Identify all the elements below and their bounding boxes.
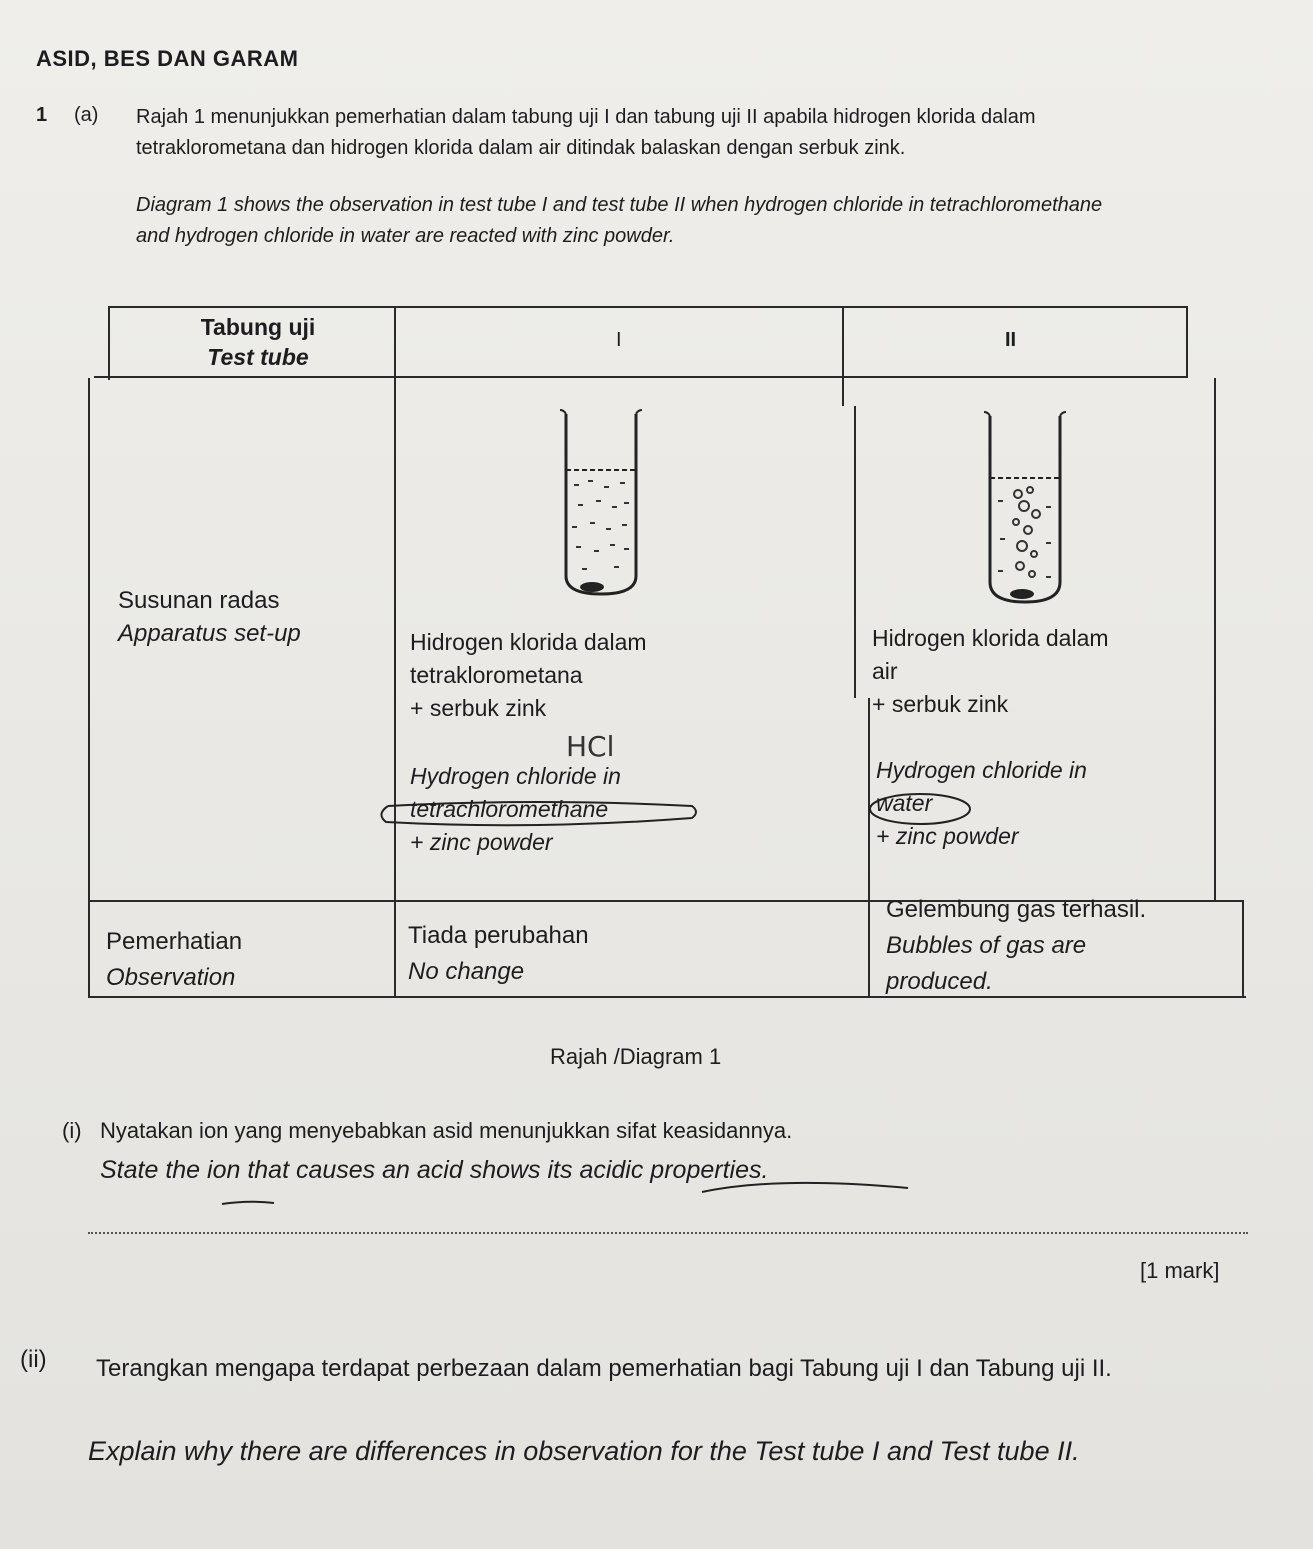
table-border-right-mid: [1214, 378, 1216, 900]
section-title: ASID, BES DAN GARAM: [36, 46, 299, 71]
tube-2-label-english-line-2: water: [876, 790, 933, 816]
table-border-left: [88, 378, 90, 998]
column-head-tube-1: I: [616, 329, 622, 351]
header-label-english: Test tube: [207, 344, 309, 370]
tube-2-label: [872, 622, 1109, 721]
sub-question-i-english: State the ion that causes an acid shows its acidic properties.: [100, 1156, 769, 1184]
table-col-divider-2-bottom: [868, 698, 870, 998]
question-number: 1: [36, 104, 48, 126]
observation-tube-1-english: No change: [408, 958, 525, 985]
handwritten-hcl: HCl: [566, 730, 615, 763]
tube-1-label: [410, 626, 647, 725]
tube-1-label-malay-line-1: Hidrogen klorida dalam: [410, 629, 647, 655]
observation-tube-2-english-line-2: produced.: [886, 968, 993, 995]
diagram-caption: Rajah /Diagram 1: [550, 1044, 722, 1069]
table-header-divider: [94, 376, 1188, 378]
tube-2-label-malay-line-2: air: [872, 658, 898, 684]
question-part: (a): [74, 104, 99, 126]
sub-question-ii-number: (ii): [20, 1346, 47, 1373]
table-border-right-bottom: [1242, 900, 1244, 998]
diagram-table: [88, 306, 1246, 1018]
water-circled-annotation: [866, 790, 976, 830]
tube-2-label-english-line-3: + zinc powder: [876, 823, 1019, 849]
tube-1-label-malay-line-3: + serbuk zink: [410, 695, 547, 721]
column-head-tube-2: II: [1005, 329, 1017, 351]
table-border-right-top: [1186, 306, 1188, 378]
header-label-malay: Tabung uji: [200, 314, 316, 340]
question-stem-malay: Rajah 1 menunjukkan pemerhatian dalam tabung uji I dan tabung uji II apabila hidrogen klorida dalam tetraklorometana dan hidrogen klorida dalam air ditindak balaskan dengan serbuk zink.: [136, 106, 1036, 159]
tube-2-label-malay-line-3: + serbuk zink: [872, 691, 1009, 717]
tube-2-label-english-line-1: Hydrogen chloride in: [876, 757, 1087, 783]
row-label-observation: [106, 924, 242, 996]
sub-question-ii-malay: Terangkan mengapa terdapat perbezaan dalam pemerhatian bagi Tabung uji I dan Tabung uji II.: [96, 1355, 1112, 1382]
mark-allocation-i: [1 mark]: [1140, 1258, 1220, 1283]
answer-line-i[interactable]: [88, 1232, 1248, 1234]
row-label-observation-malay: Pemerhatian: [106, 928, 243, 955]
tetrachloromethane-circled-annotation: [374, 796, 704, 832]
tube-1-label-english-line-3: + zinc powder: [410, 829, 553, 855]
row-label-apparatus: [118, 584, 301, 650]
observation-tube-2-malay: Gelembung gas terhasil.: [886, 896, 1147, 923]
test-tube-1-diagram: [552, 408, 652, 598]
table-col-divider-2-top: [842, 306, 844, 406]
sub-question-i-number: (i): [62, 1118, 82, 1143]
tube-2-label-malay-line-1: Hidrogen klorida dalam: [872, 625, 1109, 651]
observation-tube-1: [408, 918, 589, 990]
tube-1-label-english-line-2: tetrachloromethane: [410, 796, 609, 822]
tube-1-label-malay-line-2: tetraklorometana: [410, 662, 583, 688]
sub-question-i-underline-annotations: [218, 1180, 918, 1210]
sub-question-i-malay: Nyatakan ion yang menyebabkan asid menunjukkan sifat keasidannya.: [100, 1118, 793, 1143]
row-label-apparatus-malay: Susunan radas: [118, 587, 280, 614]
table-border-left-top: [108, 306, 110, 380]
observation-tube-2: [886, 892, 1146, 1000]
header-label: [128, 312, 388, 372]
table-col-divider-1: [394, 306, 396, 998]
observation-tube-2-english-line-1: Bubbles of gas are: [886, 932, 1087, 959]
tube-1-label-english-line-1: Hydrogen chloride in: [410, 763, 621, 789]
row-label-apparatus-english: Apparatus set-up: [118, 620, 301, 647]
sub-question-ii-english: Explain why there are differences in observation for the Test tube I and Test tube II.: [88, 1436, 1080, 1466]
observation-tube-1-malay: Tiada perubahan: [408, 922, 589, 949]
test-tube-2-diagram: [976, 410, 1076, 606]
question-stem-english: Diagram 1 shows the observation in test tube I and test tube II when hydrogen chloride in tetrachloromethane and hydrogen chloride in water are reacted with zinc powder.: [136, 194, 1103, 247]
table-col-divider-2-mid: [854, 406, 856, 698]
row-label-observation-english: Observation: [106, 964, 236, 991]
table-border-top: [108, 306, 1188, 308]
